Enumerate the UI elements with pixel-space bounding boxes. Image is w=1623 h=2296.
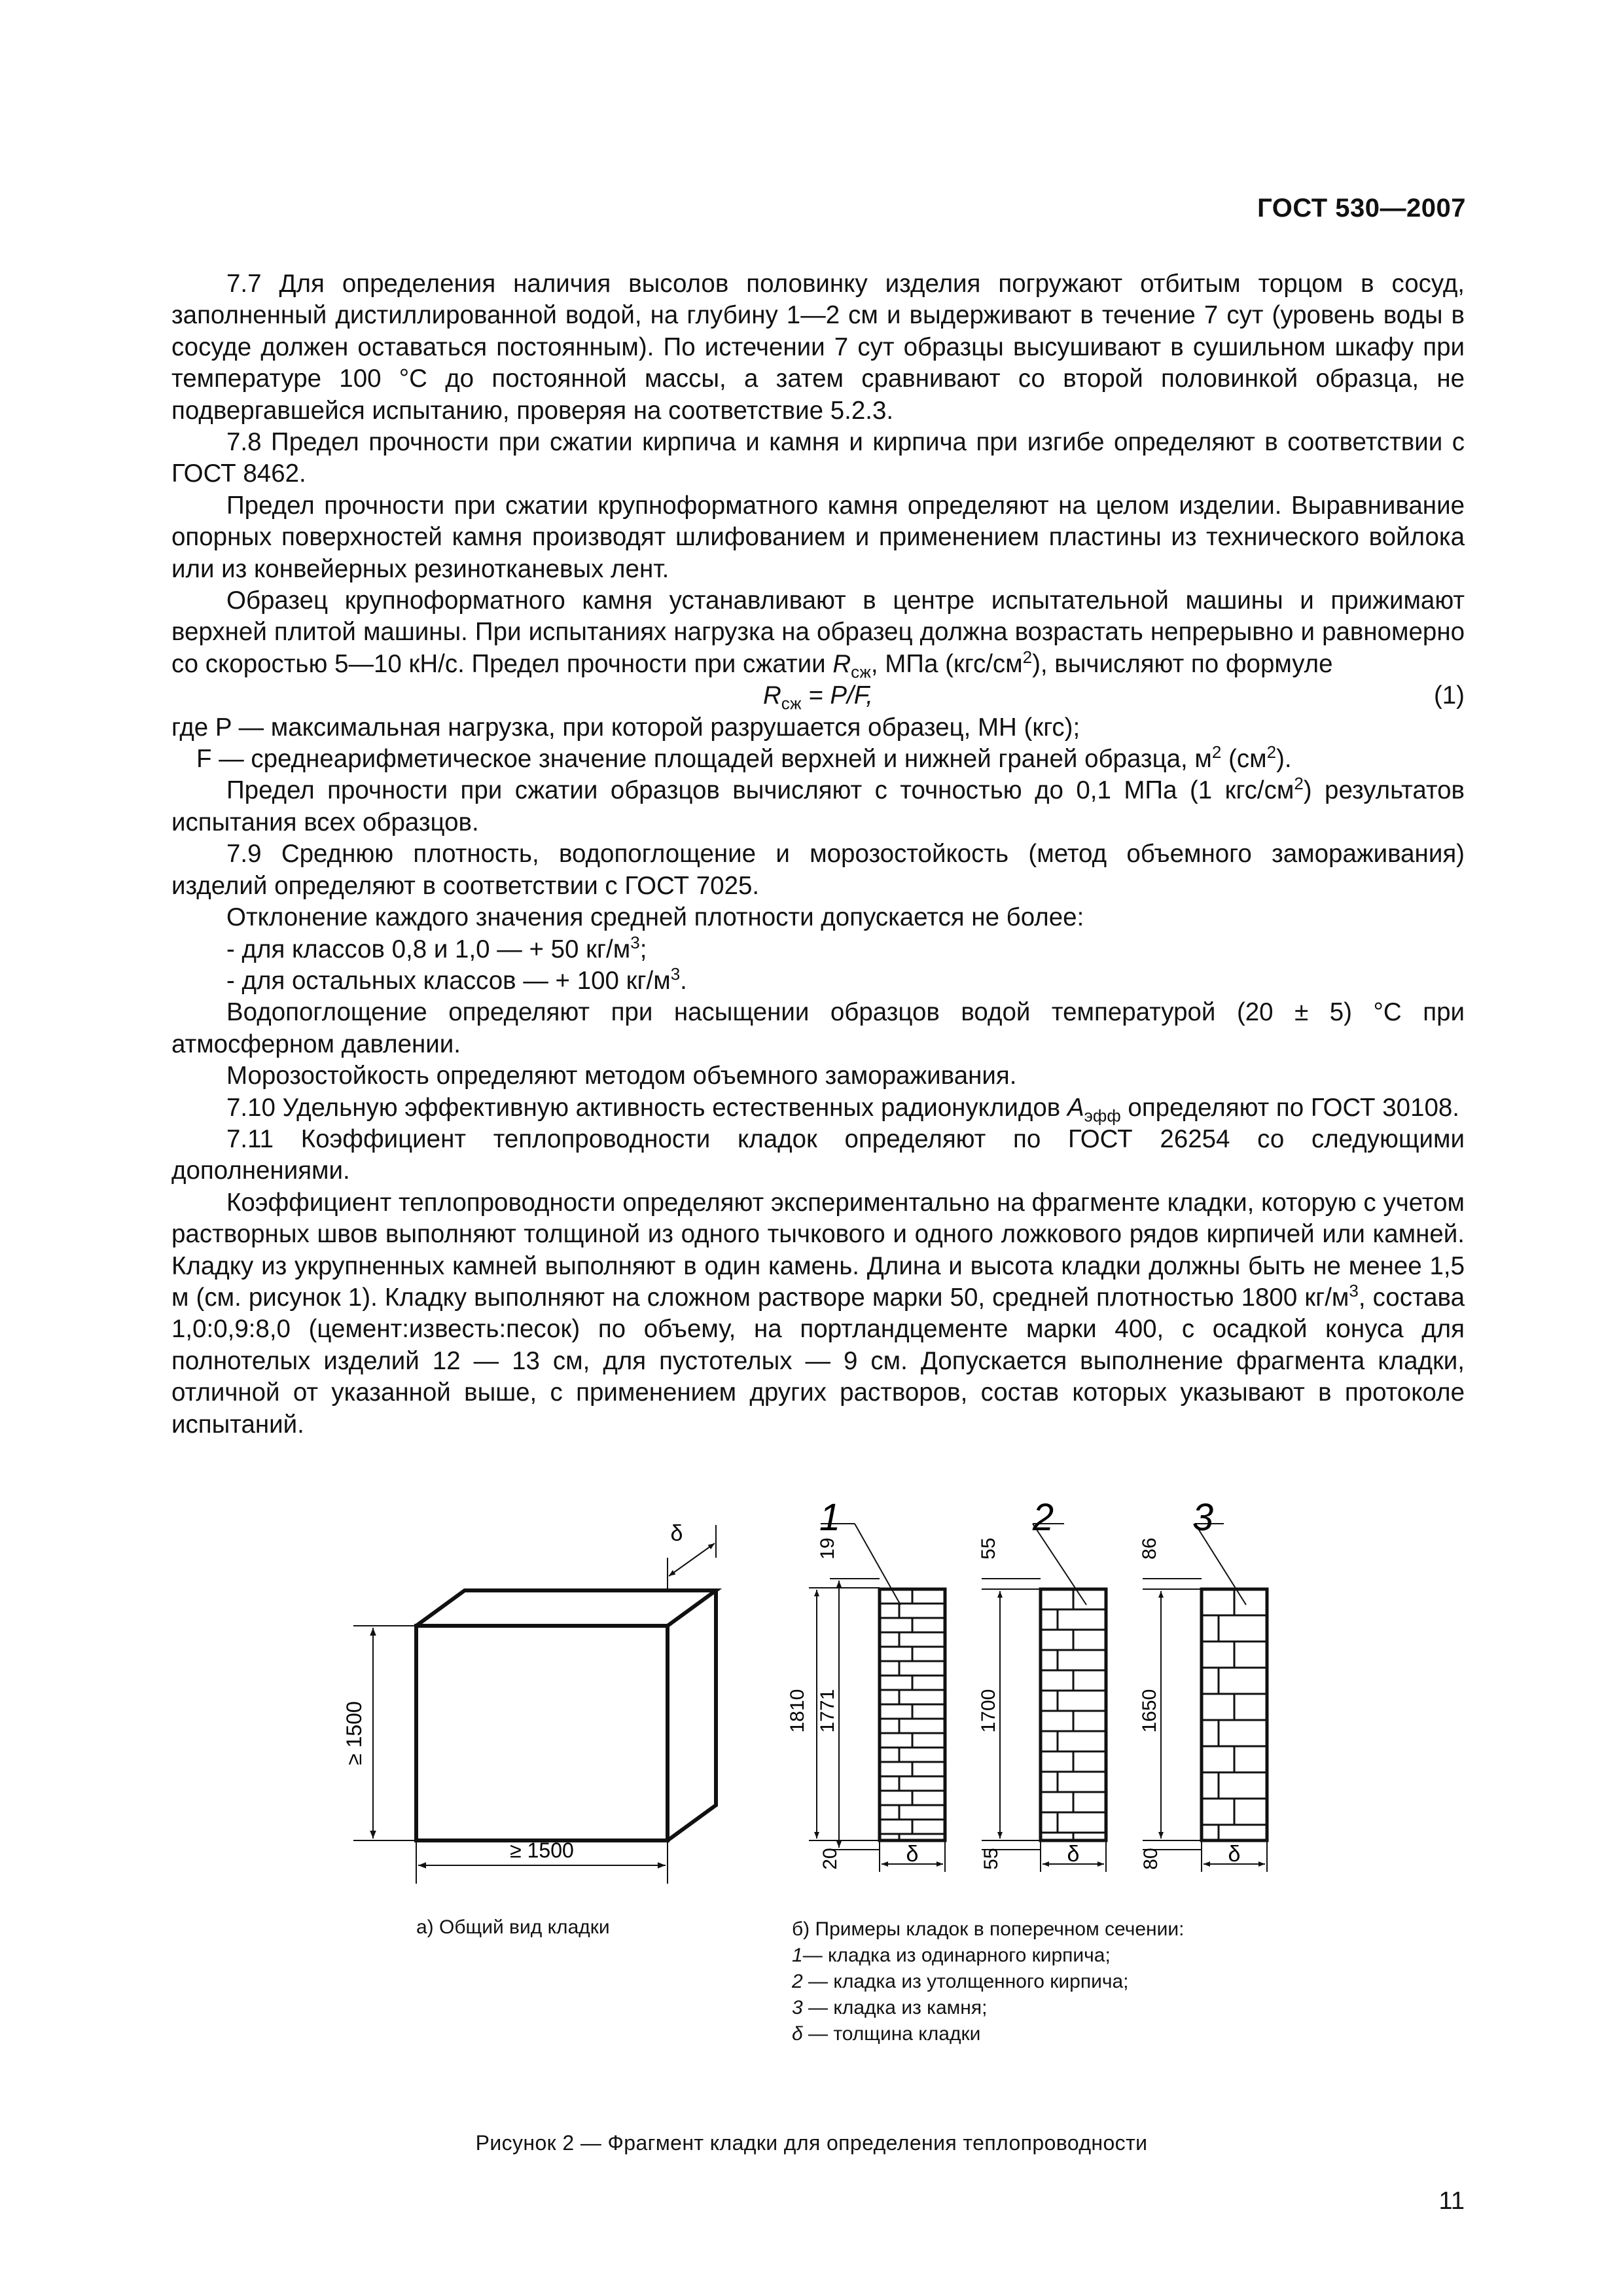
caption-a: а) Общий вид кладки: [416, 1916, 610, 1938]
superscript: 3: [1349, 1281, 1359, 1301]
text-fragment: - для классов 0,8 и 1,0 — + 50 кг/м: [226, 935, 631, 963]
document-header: ГОСТ 530—2007: [1257, 194, 1466, 223]
formula-subscript: сж: [781, 693, 802, 713]
legend-p: где P — максимальная нагрузка, при которой разрушается образец, МН (кгс);: [171, 713, 1080, 742]
superscript: 2: [1022, 647, 1033, 668]
text-fragment: Предел прочности при сжатии образцов вычисляют с точностью до 0,1 МПа (1 кгс/см: [226, 776, 1294, 805]
text-fragment: ), вычисляют по формуле: [1032, 649, 1333, 678]
legend-item-2: [792, 1969, 1184, 1995]
text-fragment: - для остальных классов — + 100 кг/м: [226, 966, 671, 995]
paragraph-deviation: Отклонение каждого значения средней плотности допускается не более:: [226, 903, 1084, 932]
section-legend: [792, 1916, 1184, 2047]
legend-item-1: [792, 1943, 1184, 1969]
subscript-eff: эфф: [1084, 1105, 1121, 1126]
paragraph-frost: Морозостойкость определяют методом объемного замораживания.: [226, 1062, 1017, 1090]
legend-item-3: [792, 1995, 1184, 2021]
section-2: [1041, 1589, 1106, 1840]
section-1-number: 1: [819, 1496, 841, 1539]
text-fragment: ;: [639, 935, 647, 963]
subscript-szh: сж: [851, 662, 871, 682]
text-fragment: 7.10 Удельную эффективную активность естественных радионуклидов: [226, 1093, 1067, 1122]
dim-width-label: ≥ 1500: [510, 1839, 574, 1862]
paragraph-7-9: 7.9 Среднюю плотность, водопоглощение и морозостойкость (метод объемного замораживания) изделий определяют в соответствии с ГОСТ 7025.: [171, 840, 1465, 900]
text-fragment: Коэффициент теплопроводности определяют экспериментально на фрагменте кладки, которую с учетом растворных швов выполняют толщиной из одного тычкового и одного ложкового рядов кирпичей или камней. Кладку из укрупненных камней выполняют в один камень. Длина и высота кладки должны быть не менее 1,5 м (см. рисунок 1). Кладку выполняют на сложном растворе марки 50, средней плотностью 1800 кг/м: [171, 1188, 1465, 1312]
legend-num: 3: [792, 1997, 803, 2018]
text-fragment: , МПа (кгс/см: [870, 649, 1023, 678]
paragraph-7-11: 7.11 Коэффициент теплопроводности кладок определяют по ГОСТ 26254 со следующими дополнениями.: [171, 1124, 1465, 1185]
section-dimensions: [809, 1524, 1267, 1872]
figure-caption: Рисунок 2 — Фрагмент кладки для определения теплопроводности: [475, 2131, 1148, 2155]
superscript: 3: [630, 932, 640, 952]
formula-number: (1): [1433, 681, 1465, 710]
superscript: 2: [1211, 742, 1222, 762]
formula-rest: = P/F,: [801, 681, 873, 710]
symbol-a: А: [1067, 1093, 1084, 1122]
formula-r: R: [762, 681, 781, 710]
section-1-thickness: δ: [906, 1842, 919, 1867]
section-3-top-dim: 86: [1139, 1537, 1160, 1560]
paragraph-7-8: 7.8 Предел прочности при сжатии кирпича и камня и кирпича при изгибе определяют в соответствии с ГОСТ 8462.: [171, 428, 1465, 488]
section-2-inner-dim: 1700: [978, 1689, 999, 1733]
section-1-inner-dim: 1771: [817, 1689, 838, 1733]
superscript: 3: [670, 964, 681, 984]
dim-height-label: ≥ 1500: [342, 1701, 366, 1765]
dim-thickness-label: δ: [670, 1521, 683, 1546]
legend-sym: δ: [792, 2023, 803, 2045]
symbol-r: R: [832, 649, 851, 678]
text-fragment: Образец крупноформатного камня устанавливают в центре испытательной машины и прижимают верхней плитой машины. При испытаниях нагрузка на образец должна возрастать непрерывно и равномерно со скоростью 5—10 кН/с. Предел прочности при сжатии: [171, 586, 1465, 678]
page-number: 11: [1438, 2187, 1465, 2215]
text-fragment: F — среднеарифметическое значение площадей верхней и нижней граней образца, м: [196, 745, 1212, 774]
text-fragment: определяют по ГОСТ 30108.: [1120, 1093, 1460, 1122]
legend-text: — кладка из утолщенного кирпича;: [802, 1971, 1129, 1992]
legend-text: — толщина кладки: [802, 2023, 981, 2045]
section-2-thickness: δ: [1067, 1842, 1080, 1867]
text-fragment: .: [680, 966, 687, 995]
section-1: [880, 1589, 945, 1840]
section-2-top-dim: 55: [978, 1537, 999, 1560]
section-3-number: 3: [1192, 1496, 1214, 1539]
superscript: 2: [1266, 742, 1277, 762]
text-fragment: , состава 1,0:0,9:8,0 (цемент:известь:песок) по объему, на портландцементе марки 400, с осадкой конуса для полнотелых изделий 12 — 13 см, для пустотелых — 9 см. Допускается выполнение фрагмента кладки, отличной от указанной выше, с применением других растворов, состав которых указывают в протоколе испытаний.: [171, 1283, 1465, 1439]
legend-title: б) Примеры кладок в поперечном сечении:: [792, 1918, 1185, 1940]
section-3-inner-dim: 1650: [1139, 1689, 1160, 1733]
text-fragment: (см: [1221, 745, 1267, 774]
masonry-general-view: [353, 1525, 716, 1884]
section-3-thickness: δ: [1228, 1842, 1241, 1867]
dimension-line: [855, 1524, 901, 1605]
superscript: 2: [1294, 774, 1304, 794]
section-3: [1202, 1589, 1267, 1840]
legend-text: — кладка из одинарного кирпича;: [802, 1945, 1111, 1966]
paragraph-7-7: 7.7 Для определения наличия высолов половинку изделия погружают отбитым торцом в сосуд, заполненный дистиллированной водой, на глубину 1—2 см и выдерживают в течение 7 сут (уровень воды в сосуде должен оставаться постоянным). По истечении 7 сут образцы высушивают в сушильном шкафу при температуре 100 °С до постоянной массы, а затем сравнивают со второй половинкой образца, не подвергавшейся испытанию, проверяя на соответствие 5.2.3.: [171, 270, 1465, 425]
section-2-bottom-dim: 55: [980, 1848, 1002, 1870]
legend-num: 1: [792, 1945, 803, 1966]
legend-text: — кладка из камня;: [802, 1997, 988, 2018]
paragraph-water-absorption: Водопоглощение определяют при насыщении образцов водой температурой (20 ± 5) °С при атмосферном давлении.: [171, 998, 1465, 1058]
text-fragment: ) результатов испытания всех образцов.: [171, 776, 1465, 836]
section-1-total-dim: 1810: [787, 1689, 808, 1733]
section-1-top-dim: 19: [817, 1537, 838, 1560]
section-3-bottom-dim: 80: [1140, 1848, 1162, 1870]
text-fragment: ).: [1276, 745, 1292, 774]
section-2-number: 2: [1032, 1496, 1054, 1539]
paragraph-7-8-large-stone: Предел прочности при сжатии крупноформатного камня определяют на целом изделии. Выравнивание опорных поверхностей камня производят шлифованием и применением пластины из технического войлока или из конвейерных резинотканевых лент.: [171, 491, 1465, 583]
legend-item-4: [792, 2021, 1184, 2047]
section-1-bottom-dim: 20: [819, 1848, 841, 1870]
legend-num: 2: [792, 1971, 803, 1992]
